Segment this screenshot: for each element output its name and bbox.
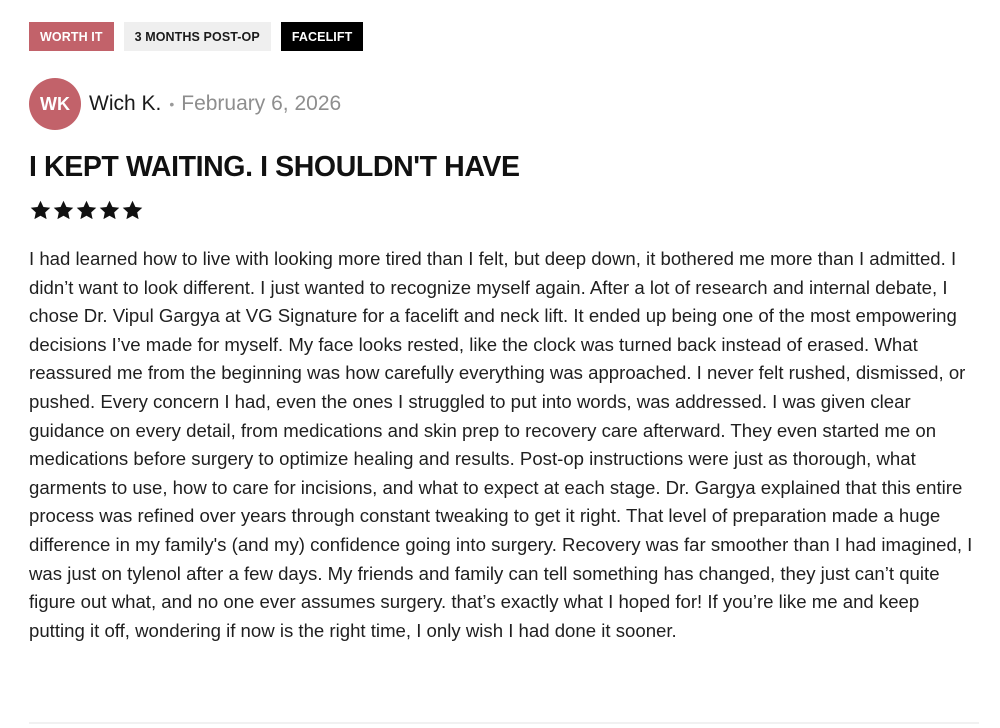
time-post-op-tag: 3 MONTHS POST-OP [124, 22, 271, 51]
review-body: I had learned how to live with looking more tired than I felt, but deep down, it bothered me more than I admitted. I didn’t want to look different. I just wanted to recognize myself again. After a lot of research and internal debate, I chose Dr. Vipul Gargya at VG Signature for a facelift and neck lift. It ended up being one of the most empowering decisions I’ve made for myself. My face looks rested, like the clock was turned back instead of erased. What reassured me from the beginning was how carefully everything was approached. I never felt rushed, dismissed, or pushed. Every concern I had, even the ones I struggled to put into words, was addressed. I was given clear guidance on every detail, from medications and skin prep to recovery care afterward. They even started me on medications before surgery to optimize healing and results. Post-op instructions were just as thorough, what garments to use, how to care for incisions, and what to expect at each stage. Dr. Gargya explained that this entire process was refined over years through constant tweaking to get it right. That level of preparation made a huge difference in my family's (and my) confidence going into surgery. Recovery was far smoother than I had imagined, I was just on tylenol after a few days. My friends and family can tell something has changed, they just can’t quite figure out what, and no one ever assumes surgery. that’s exactly what I hoped for! If you’re like me and keep putting it off, wondering if now is the right time, I only wish I had done it sooner. [29, 248, 973, 641]
author-name: Wich K. [89, 92, 162, 115]
divider [29, 722, 979, 724]
star-icon [75, 199, 98, 222]
review-card [29, 22, 979, 645]
star-icon [98, 199, 121, 222]
star-icon [52, 199, 75, 222]
review-tags [29, 22, 979, 51]
procedure-tag[interactable]: FACELIFT [281, 22, 364, 51]
review-title: I KEPT WAITING. I SHOULDN'T HAVE [29, 151, 520, 183]
avatar: WK [29, 78, 81, 130]
star-rating [29, 199, 979, 225]
review-date: February 6, 2026 [181, 92, 342, 115]
star-icon [121, 199, 144, 222]
worth-it-tag: WORTH IT [29, 22, 114, 51]
separator-dot: • [169, 96, 175, 112]
review-author [29, 78, 979, 130]
star-icon [29, 199, 52, 222]
